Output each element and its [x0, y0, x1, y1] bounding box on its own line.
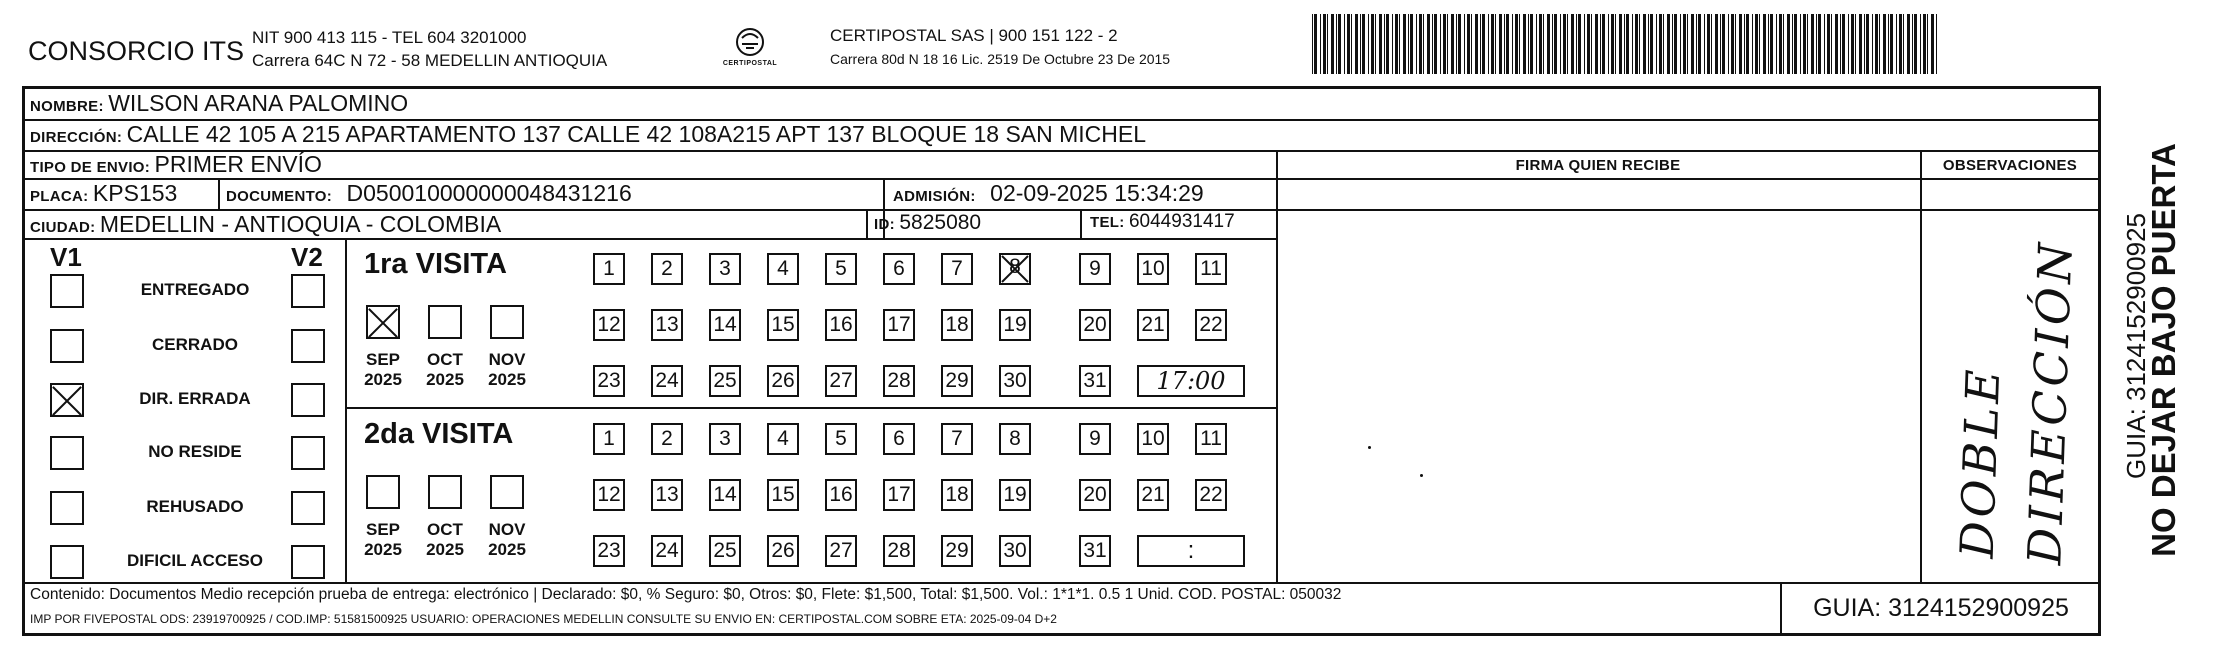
tipo-label: TIPO DE ENVIO: [30, 159, 151, 176]
day-box[interactable]: 17 [883, 479, 915, 511]
day-box[interactable]: 28 [883, 535, 915, 567]
side-guia: GUIA: 3124152900925 [2121, 213, 2151, 479]
day-box[interactable]: 24 [651, 365, 683, 397]
company-name: CONSORCIO ITS [28, 36, 245, 66]
month-year: 2025 [364, 540, 402, 559]
month-year: 2025 [488, 540, 526, 559]
v2-checkbox[interactable] [291, 436, 325, 470]
month-year: 2025 [426, 370, 464, 389]
day-box[interactable]: 7 [941, 253, 973, 285]
day-box[interactable]: 19 [999, 309, 1031, 341]
tipo-envio-row [30, 151, 322, 178]
company-nit: NIT 900 413 115 - TEL 604 3201000 [252, 28, 527, 47]
day-box[interactable]: 4 [767, 253, 799, 285]
signature-area[interactable] [1278, 180, 1920, 582]
certipostal-info: CERTIPOSTAL SAS | 900 151 122 - 2 [830, 26, 1118, 45]
status-label: DIFICIL ACCESO [126, 551, 263, 570]
day-box-marked[interactable] [999, 253, 1031, 285]
day-box[interactable]: 6 [883, 253, 915, 285]
ciudad-label: CIUDAD: [30, 219, 96, 236]
observaciones-header: OBSERVACIONES [1942, 157, 2078, 174]
day-box[interactable]: 8 [999, 423, 1031, 455]
month-name: OCT [427, 520, 463, 539]
month-label [477, 350, 537, 390]
placa-cell [30, 180, 177, 207]
status-label: ENTREGADO [140, 280, 250, 299]
placa-label: PLACA: [30, 188, 89, 205]
status-label: DIR. ERRADA [139, 389, 251, 408]
day-box[interactable]: 22 [1195, 309, 1227, 341]
status-label: REHUSADO [146, 497, 244, 516]
day-box[interactable]: 29 [941, 365, 973, 397]
day-box[interactable]: 23 [593, 365, 625, 397]
day-box[interactable]: 11 [1195, 253, 1227, 285]
day-box[interactable]: 26 [767, 535, 799, 567]
day-box[interactable]: 14 [709, 309, 741, 341]
day-box[interactable]: 3 [709, 253, 741, 285]
guia-box: GUIA: 3124152900925 [1813, 594, 2069, 622]
v1-checkbox[interactable] [50, 436, 84, 470]
day-box[interactable]: 18 [941, 479, 973, 511]
day-box[interactable]: 27 [825, 365, 857, 397]
v1-checkbox[interactable] [50, 274, 84, 308]
month-year: 2025 [364, 370, 402, 389]
day-box[interactable]: 31 [1079, 535, 1111, 567]
day-box[interactable]: 17 [883, 309, 915, 341]
direccion-label: DIRECCIÓN: [30, 129, 123, 146]
day-box[interactable]: 25 [709, 535, 741, 567]
day-box[interactable]: 1 [593, 423, 625, 455]
certipostal-logo [720, 26, 780, 72]
nombre-label: NOMBRE: [30, 98, 104, 115]
month-label [415, 520, 475, 560]
ciudad-cell [30, 211, 501, 238]
handwriting-line-1: DOBLE [1949, 364, 2011, 560]
day-box[interactable]: 4 [767, 423, 799, 455]
day-box[interactable]: 7 [941, 423, 973, 455]
month-checkbox[interactable] [366, 475, 400, 509]
id-label: ID: [874, 216, 895, 233]
day-box[interactable]: 31 [1079, 365, 1111, 397]
status-label: CERRADO [152, 335, 238, 354]
month-year: 2025 [426, 540, 464, 559]
time-box[interactable]: 17:00 [1137, 365, 1245, 397]
month-checkbox[interactable] [366, 305, 400, 339]
day-box[interactable]: 29 [941, 535, 973, 567]
v1-checkbox[interactable] [50, 329, 84, 363]
firma-header: FIRMA QUIEN RECIBE [1515, 157, 1681, 174]
day-box[interactable]: 19 [999, 479, 1031, 511]
day-box[interactable]: 12 [593, 479, 625, 511]
day-number: 8 [1009, 255, 1021, 278]
day-box[interactable]: 3 [709, 423, 741, 455]
v2-checkbox[interactable] [291, 491, 325, 525]
admision-value: 02-09-2025 15:34:29 [990, 180, 1204, 206]
v1-checkbox[interactable] [50, 383, 84, 417]
month-label [353, 350, 413, 390]
day-box[interactable]: 5 [825, 253, 857, 285]
day-box[interactable]: 20 [1079, 479, 1111, 511]
direccion-value: CALLE 42 105 A 215 APARTAMENTO 137 CALLE 42 108A215 APT 137 BLOQUE 18 SAN MICHEL [126, 121, 1147, 147]
time-box[interactable]: : [1137, 535, 1245, 567]
day-box[interactable]: 11 [1195, 423, 1227, 455]
day-box[interactable]: 28 [883, 365, 915, 397]
month-name: SEP [365, 520, 401, 539]
day-box[interactable]: 30 [999, 535, 1031, 567]
day-box[interactable]: 25 [709, 365, 741, 397]
v2-header: V2 [291, 242, 323, 272]
v1-checkbox[interactable] [50, 545, 84, 579]
day-box[interactable]: 16 [825, 479, 857, 511]
day-box[interactable]: 21 [1137, 309, 1169, 341]
side-warning: NO DEJAR BAJO PUERTA [2145, 143, 2182, 557]
day-box[interactable]: 26 [767, 365, 799, 397]
v1-header: V1 [50, 242, 82, 272]
id-cell [874, 211, 981, 235]
certipostal-license: Carrera 80d N 18 16 Lic. 2519 De Octubre 23 De 2015 [830, 51, 1171, 67]
month-label [353, 520, 413, 560]
day-box[interactable]: 10 [1137, 423, 1169, 455]
status-label: NO RESIDE [148, 442, 242, 461]
month-checkbox[interactable] [428, 305, 462, 339]
documento-value: D050010000000048431216 [346, 180, 632, 206]
month-checkbox[interactable] [428, 475, 462, 509]
logo-text: CERTIPOSTAL [722, 60, 778, 67]
day-box[interactable]: 5 [825, 423, 857, 455]
v1-checkbox[interactable] [50, 491, 84, 525]
nombre-row [30, 90, 408, 117]
month-name: SEP [365, 350, 401, 369]
day-box[interactable]: 22 [1195, 479, 1227, 511]
barcode [1312, 14, 1942, 74]
footer-imp: IMP POR FIVEPOSTAL ODS: 23919700925 / COD.IMP: 51581500925 USUARIO: OPERACIONES MEDELLIN CONSULTE SU ENVIO EN: CERTIPOSTAL.COM SOBRE ETA: 2025-09-04 D+2 [30, 612, 1057, 626]
footer-contenido: Contenido: Documentos Medio recepción prueba de entrega: electrónico | Declarado: $0, % Seguro: $0, Otros: $0, Flete: $1,500, Total: $1,500. Vol.: 1*1*1. 0.5 1 Unid. COD. POSTAL: 050032 [30, 586, 1342, 603]
month-label [477, 520, 537, 560]
company-address: Carrera 64C N 72 - 58 MEDELLIN ANTIOQUIA [252, 51, 608, 70]
month-name: OCT [427, 350, 463, 369]
direccion-row [30, 121, 1146, 148]
day-box[interactable]: 24 [651, 535, 683, 567]
admision-cell [893, 180, 1204, 207]
tel-label: TEL: [1090, 214, 1125, 231]
day-box[interactable]: 27 [825, 535, 857, 567]
day-box[interactable]: 13 [651, 479, 683, 511]
day-box[interactable]: 21 [1137, 479, 1169, 511]
day-box[interactable]: 13 [651, 309, 683, 341]
day-box[interactable]: 30 [999, 365, 1031, 397]
month-year: 2025 [488, 370, 526, 389]
day-box[interactable]: 9 [1079, 253, 1111, 285]
month-name: NOV [488, 520, 526, 539]
month-checkbox[interactable] [490, 475, 524, 509]
day-box[interactable]: 15 [767, 479, 799, 511]
visit-title: 2da VISITA [364, 418, 514, 450]
day-box[interactable]: 2 [651, 423, 683, 455]
ciudad-value: MEDELLIN - ANTIOQUIA - COLOMBIA [99, 211, 502, 237]
nombre-value: WILSON ARANA PALOMINO [108, 90, 409, 116]
v2-checkbox[interactable] [291, 545, 325, 579]
v2-checkbox[interactable] [291, 383, 325, 417]
day-box[interactable]: 12 [593, 309, 625, 341]
visit-title: 1ra VISITA [364, 248, 507, 280]
day-box[interactable]: 1 [593, 253, 625, 285]
day-box[interactable]: 2 [651, 253, 683, 285]
day-box[interactable]: 6 [883, 423, 915, 455]
tel-value: 6044931417 [1128, 211, 1235, 232]
day-box[interactable]: 16 [825, 309, 857, 341]
month-checkbox[interactable] [490, 305, 524, 339]
v2-checkbox[interactable] [291, 329, 325, 363]
day-box[interactable]: 10 [1137, 253, 1169, 285]
id-value: 5825080 [899, 211, 982, 234]
documento-cell [226, 180, 632, 207]
day-box[interactable]: 18 [941, 309, 973, 341]
day-box[interactable]: 20 [1079, 309, 1111, 341]
day-box[interactable]: 15 [767, 309, 799, 341]
day-box[interactable]: 9 [1079, 423, 1111, 455]
documento-label: DOCUMENTO: [226, 188, 333, 205]
placa-value: KPS153 [92, 180, 178, 206]
handwriting-line-2: DIRECCIÓN [2017, 238, 2083, 566]
admision-label: ADMISIÓN: [893, 188, 976, 205]
tel-cell [1090, 211, 1235, 233]
month-name: NOV [488, 350, 526, 369]
v2-checkbox[interactable] [291, 274, 325, 308]
month-label [415, 350, 475, 390]
day-box[interactable]: 23 [593, 535, 625, 567]
observation-handwriting [1920, 210, 2100, 582]
day-box[interactable]: 14 [709, 479, 741, 511]
tipo-value: PRIMER ENVÍO [154, 151, 322, 177]
